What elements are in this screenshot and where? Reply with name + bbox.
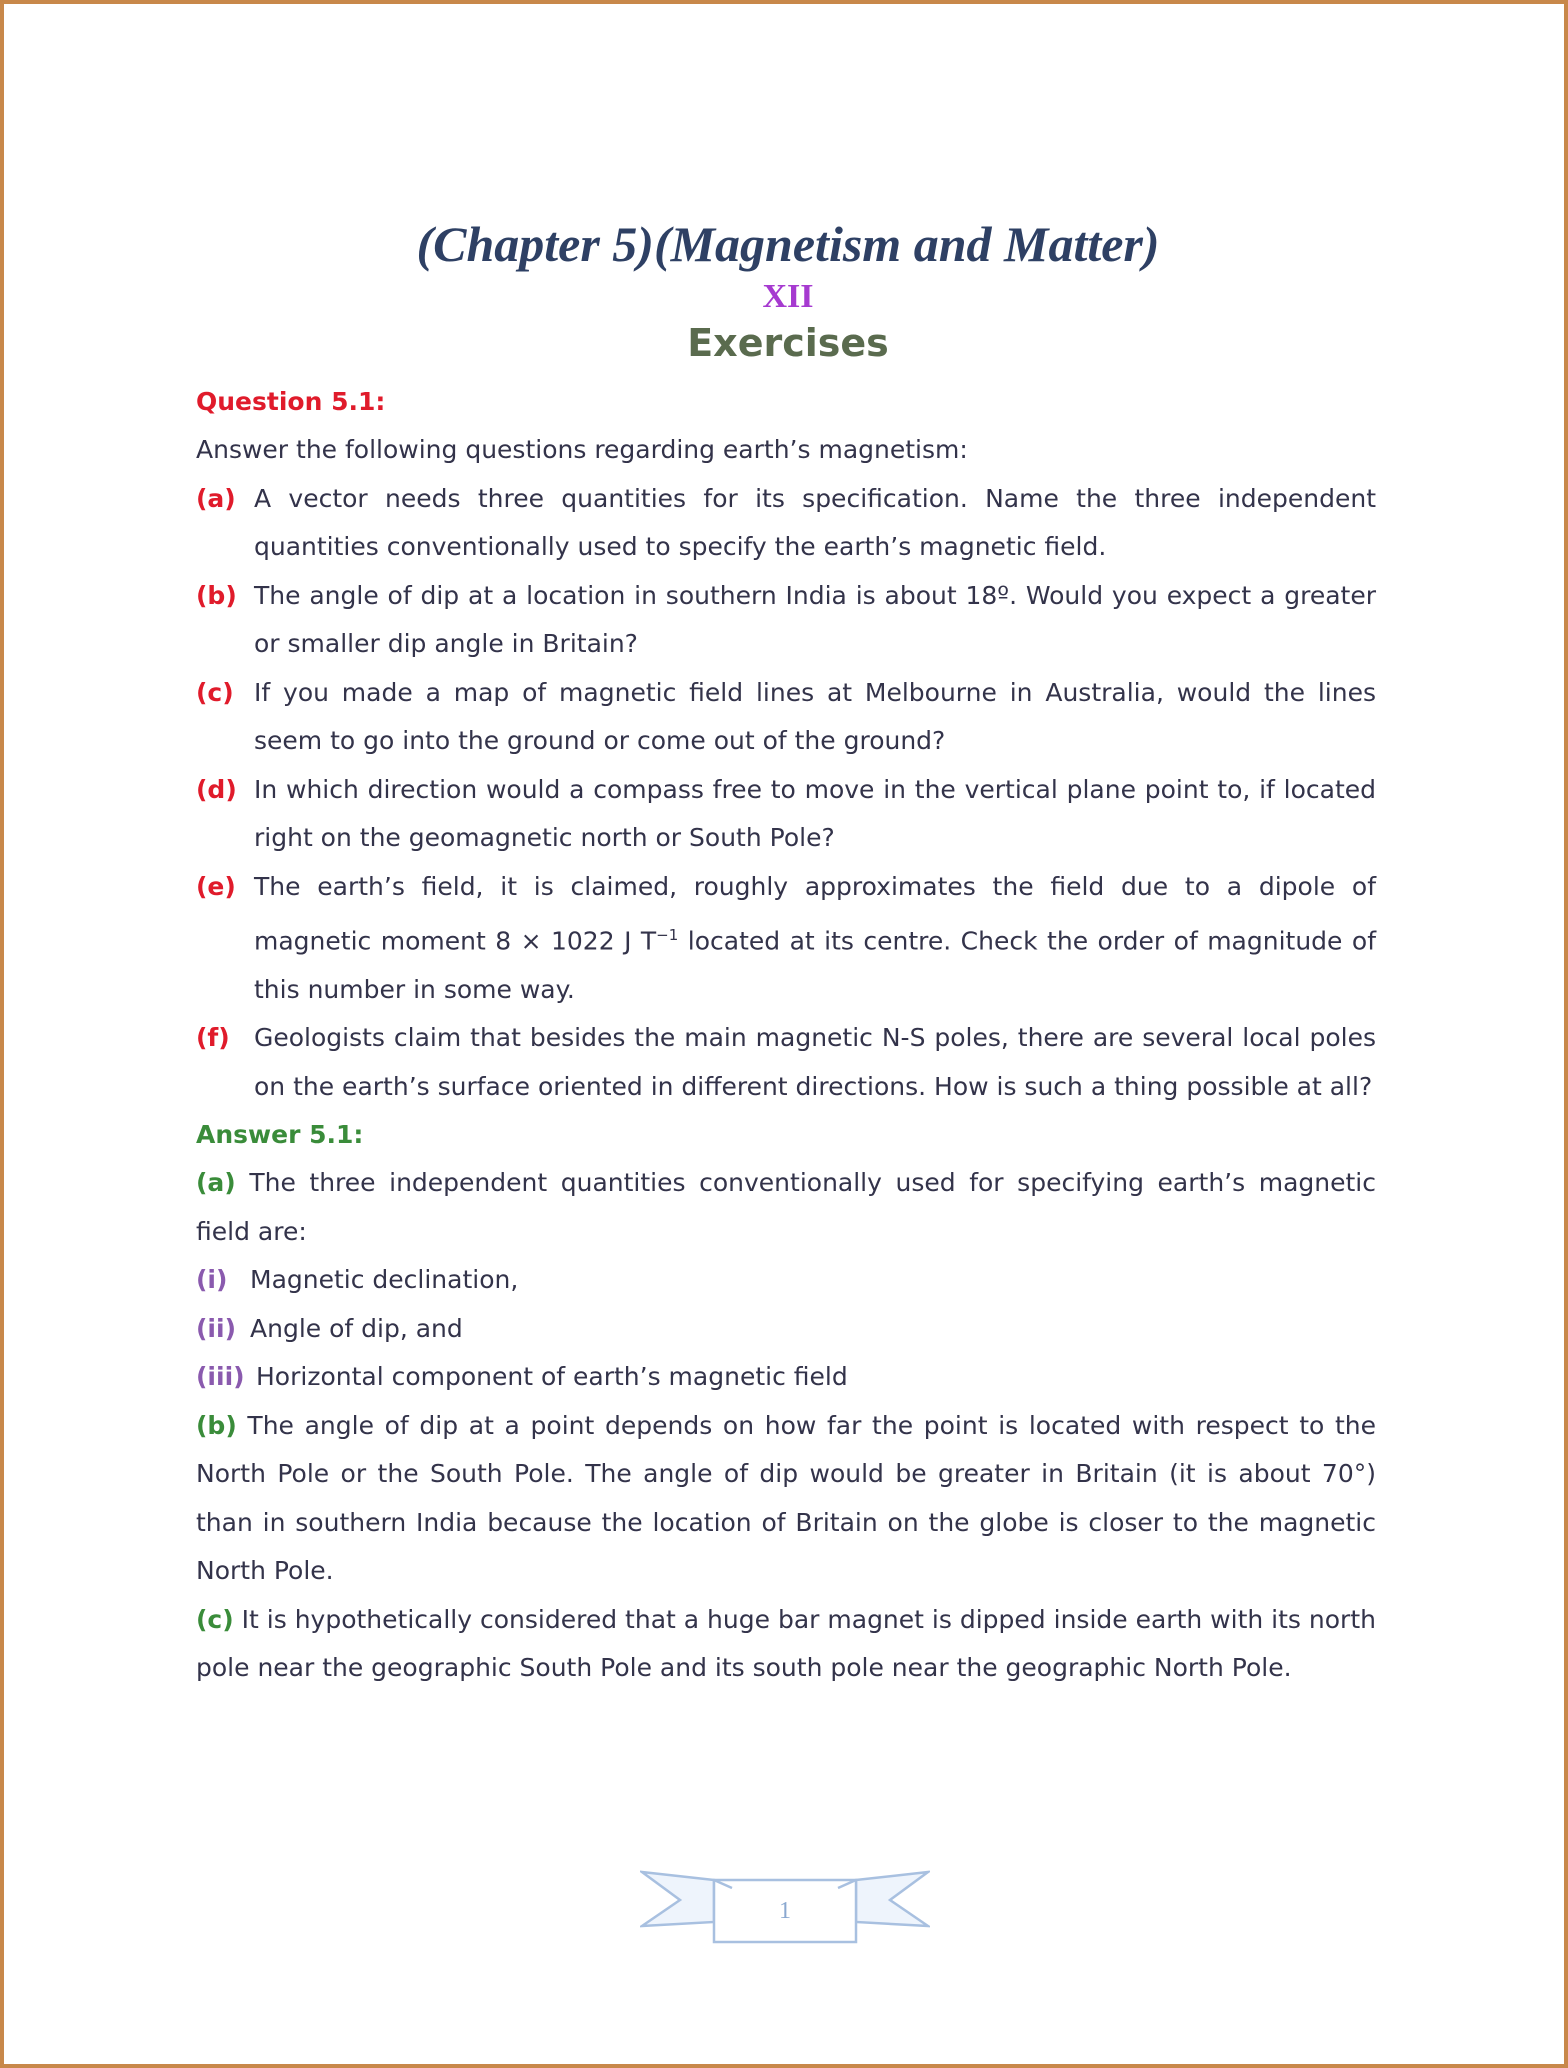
question-item-text xyxy=(254,863,1376,1015)
question-heading: Question 5.1: xyxy=(196,387,386,416)
question-item-text: In which direction would a compass free to move in the vertical plane point to, if located right on the geomagnetic north or South Pole? xyxy=(254,774,1376,852)
question-item-text: If you made a map of magnetic field lines at Melbourne in Australia, would the lines seem to go into the ground or come out of the ground? xyxy=(254,677,1376,755)
unit-exponent: −1 xyxy=(656,926,679,944)
question-item-text: Geologists claim that besides the main magnetic N-S poles, there are several local poles on the earth’s surface oriented in different directions. How is such a thing possible at all? xyxy=(254,1023,1376,1101)
page-number: 1 xyxy=(779,1898,791,1924)
answer-part-a xyxy=(196,1159,1376,1256)
question-item-d xyxy=(196,766,1376,863)
question-item-e xyxy=(196,863,1376,1015)
page-number-ribbon xyxy=(640,1866,930,1952)
question-item-label: (b) xyxy=(196,580,237,610)
answer-subitem-text: Magnetic declination, xyxy=(250,1265,519,1295)
answer-label: (a) xyxy=(196,1168,236,1198)
question-item-label: (d) xyxy=(196,774,237,804)
answer-text: The angle of dip at a point depends on how far the point is located with respect to the North Pole or the South Pole. The angle of dip would be greater in Britain (it is about 70°) than in southern India because the location of Britain on the globe is closer to the magnetic North Pole. xyxy=(196,1410,1376,1586)
question-item-text: A vector needs three quantities for its specification. Name the three independent quantities conventionally used to specify the earth’s magnetic field. xyxy=(254,483,1376,561)
question-intro: Answer the following questions regarding earth’s magnetism: xyxy=(196,435,968,464)
answer-label: (b) xyxy=(196,1410,237,1440)
answer-subitem-label: (i) xyxy=(196,1265,228,1295)
question-item-c xyxy=(196,669,1376,766)
question-item-label: (a) xyxy=(196,483,236,513)
question-item-b xyxy=(196,572,1376,669)
question-item-text: The angle of dip at a location in southern India is about 18º. Would you expect a greater or smaller dip angle in Britain? xyxy=(254,580,1376,658)
answer-subitem-label: (iii) xyxy=(196,1362,245,1392)
answer-label: (c) xyxy=(196,1604,234,1634)
answer-subitem-text: Horizontal component of earth’s magnetic field xyxy=(256,1362,848,1392)
answer-subitem xyxy=(196,1305,1376,1354)
grade-label: XII xyxy=(762,278,814,315)
answer-text: It is hypothetically considered that a huge bar magnet is dipped inside earth with its north pole near the geographic South Pole and its south pole near the geographic North Pole. xyxy=(196,1604,1376,1683)
question-item-text-after: located at its centre. Check the order of magnitude of this number in some way. xyxy=(254,926,1376,1004)
chapter-title: (Chapter 5)(Magnetism and Matter) xyxy=(416,216,1160,272)
answer-subitem xyxy=(196,1353,1376,1402)
answer-subitem xyxy=(196,1256,1376,1305)
answer-part-b xyxy=(196,1402,1376,1596)
question-item-text-before: The earth’s field, it is claimed, roughly approximates the field due to a dipole of magnetic moment 8 × 1022 J T xyxy=(254,871,1376,956)
answer-subitem-text: Angle of dip, and xyxy=(250,1313,463,1343)
question-item-label: (c) xyxy=(196,677,234,707)
question-item-a xyxy=(196,475,1376,572)
question-item-label: (f) xyxy=(196,1023,230,1053)
question-item-label: (e) xyxy=(196,871,236,901)
question-item-f xyxy=(196,1014,1376,1111)
answer-subitem-label: (ii) xyxy=(196,1313,236,1343)
content-body xyxy=(196,378,1376,1693)
section-heading: Exercises xyxy=(687,321,889,365)
answer-heading: Answer 5.1: xyxy=(196,1120,364,1150)
answer-text: The three independent quantities conventionally used for specifying earth’s magnetic field are: xyxy=(196,1168,1376,1246)
answer-part-c xyxy=(196,1596,1376,1693)
